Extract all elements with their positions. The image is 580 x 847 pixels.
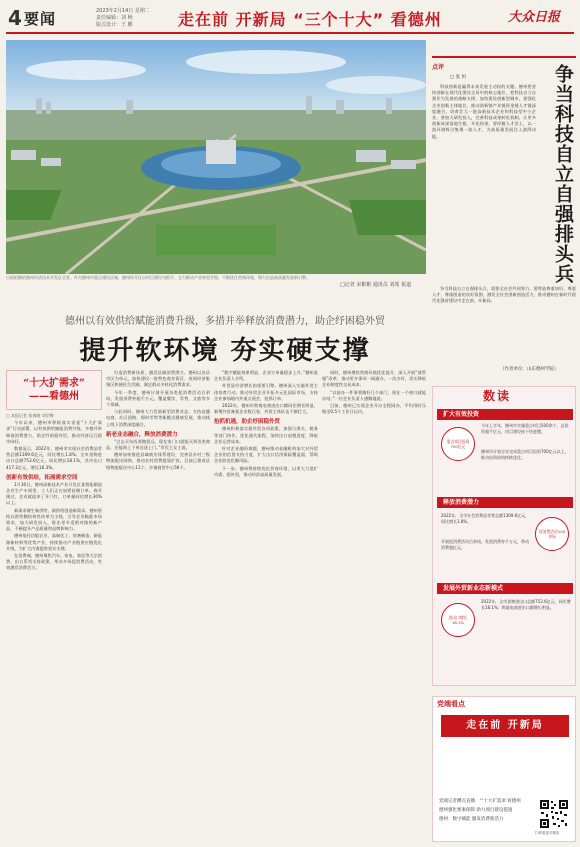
article-column-1: [6, 370, 102, 844]
qr-code-label: 扫码看更多精彩: [535, 831, 560, 835]
app-link-item[interactable]: 德州强化要素保障 助力项目建设提速: [439, 808, 513, 813]
paragraph: 数据显示，2022年，德州市实现社会消费品零售总额1309.6亿元，同比增长1.8%；全市货物进出口总额753.6亿元，同比增长18.1%，其中出口417.2亿元，增长16.3%。: [6, 446, 102, 470]
article-subheadline: 德州以有效供给赋能消费升级，多措并举释放消费潜力，助企纾困稳外贸: [65, 316, 385, 327]
header-divider: [6, 32, 574, 34]
paragraph: 今年以来，德州市积极落实省委“十大扩需求”行动部署，以有效供给赋能消费升级，多措并举释放消费潜力，助企纾困稳外贸，推动经济运行稳中向好。: [6, 420, 102, 444]
article-column-4: [322, 370, 426, 844]
commentary-author: □ 张 恒: [450, 75, 467, 80]
meta-editor: 责任编辑：刘 畅: [96, 15, 133, 21]
app-link-item[interactable]: 党端记者蹲点直播：“‘十大扩需求’看德州: [439, 799, 521, 804]
paragraph: 新需求催生新供给，新供给创造新需求。德州坚持以供给侧结构性改革为主线，引导企业瞄准市场需求，加大研发投入，推出更多适销对路的新产品，不断提升产品质量和品牌影响力。: [6, 507, 102, 532]
data-reading-box: [432, 386, 576, 686]
edition-meta: [96, 8, 176, 29]
data-badge-investment: 扩大有效投资: [437, 409, 573, 420]
page-number: 4: [8, 6, 22, 30]
meta-date: 2023年2月14日 星期二: [96, 8, 150, 14]
meta-designer: 版式设计：王 鹏: [96, 22, 133, 28]
article-byline: □ 本报记者 张春晓 刘学梅: [6, 413, 54, 418]
data-text: 开展促消费活动百余场，发放消费券千万元，带动消费超亿元。: [441, 539, 529, 550]
data-text: 2022年，全市社会消费品零售总额1309.6亿元，同比增长1.8%。: [441, 513, 530, 524]
paragraph: 打造消费新场景，激活县域消费潜力。德州以各县市区为单元，加快建设一批特色商业街区、夜间经济集聚区和便民生活圈，满足群众多样化消费需求。: [106, 370, 210, 388]
article-headline: 提升软环境 夯实硬支撑: [79, 336, 371, 366]
data-text: 今年上半年，德州市实施重点项目500余个，总投资超千亿元，项目建设按下快进键。: [481, 423, 569, 434]
section-heading: 抢抓机遇，助企纾困稳外贸: [214, 419, 281, 426]
data-circle: 重点项目投资700亿元: [441, 427, 475, 461]
kicker-line-1: “十大扩需求”: [23, 378, 85, 389]
paragraph: 今年一季度，德州计划开展各类促消费活动百余场，发放消费券超千万元，覆盖餐饮、零售、文旅等多个领域。: [106, 389, 210, 408]
photo-caption: 日前拍摄的德州经济技术开发区全景。作为德州市重点建设区域，德州经开区以项目建设为抓手，全力推动产业转型升级，不断优化营商环境，聚力打造高质量发展新引擎。: [6, 275, 310, 280]
app-link-list: [439, 797, 529, 824]
commentary-body-continued: [432, 286, 576, 368]
photo-credit: □记者 宋彬彬 通讯员 刘希 报道: [340, 282, 412, 288]
data-badge-consumption: 释放消费潜力: [437, 497, 573, 508]
commentary-title: 争当科技自立自强排头兵: [552, 64, 574, 284]
app-banner[interactable]: 走在前 开新局: [441, 715, 569, 737]
commentary-rule: [432, 56, 576, 58]
article-column-2: [106, 370, 210, 844]
page-header: [0, 0, 580, 36]
column-kicker: [6, 370, 102, 410]
paragraph: 外贸是经济增长的重要引擎。德州深入实施外贸主体培育行动，推动外贸企业开拓多元化国际市场，支持企业参加境内外重点展会，抢抓订单。: [214, 383, 318, 401]
data-text: 2022年，全市货物进出口总额753.6亿元，同比增长18.1%；跨境电商进出口额增长明显。: [481, 599, 571, 610]
app-box-title: 党端看点: [437, 700, 465, 708]
app-link-item[interactable]: 德州：数字赋能 激发消费新活力: [439, 817, 504, 822]
paragraph: 1月30日，德州高新技术产业开发区某智能制造企业生产车间里，工人们正在加紧赶制订单。春节刚过，企业就迎来了开门红，订单量同比增长30%以上。: [6, 481, 102, 506]
data-box-title: 数读: [483, 389, 512, 403]
commentary-tag: 点评: [432, 64, 445, 71]
app-highlights-box: [432, 696, 576, 842]
paragraph: 在消费端，德州聚焦汽车、家电、家居等大宗消费，出台系列支持政策，举办多场促消费活动，有效激发消费活力。: [6, 553, 102, 571]
qr-code-icon[interactable]: [539, 799, 569, 829]
paragraph: “数字赋能效果明显，企业订单量稳步上升。”德州某企业负责人介绍。: [214, 370, 318, 382]
section-heading: 新老业态融合，释放消费潜力: [106, 431, 178, 438]
paragraph: “以前办一件事要跑好几个部门，现在一个窗口就能办结。”一位企业负责人感慨地说。: [322, 389, 426, 401]
data-text: 德州市计划全年完成重点项目投资700亿元以上，推动投资结构持续优化。: [481, 449, 569, 460]
column-slogan: 走在前 开新局 “三个十大” 看德州: [178, 10, 442, 29]
paragraph: 下一步，德州将持续优化营商环境，以更大力度扩内需、稳外贸，推动经济高质量发展。: [214, 465, 318, 477]
paragraph: 德州积极落实稳外贸各项政策，加强与海关、税务等部门协作，优化通关流程，加快出口退税进度，降低企业运营成本。: [214, 426, 318, 444]
article-column-3: [214, 370, 318, 844]
section-name: 要闻: [24, 10, 57, 28]
paragraph: 争当科技自立自强排头兵，需要全社会共同努力。要营造尊重知识、尊重人才、尊重创造的良好氛围，激发全社会创新创造活力，推动德州在新时代现代化强省建设中走在前、开新局。: [432, 286, 576, 304]
section-heading: 创新有效供给，拓展需求空间: [6, 474, 78, 481]
paragraph: 德州依托功能农业、高端化工、装备制造、新能源新材料等优势产业，持续推动产业链供应链优化升级，为扩大内需提供坚实支撑。: [6, 533, 102, 551]
paragraph: 针对企业融资难题，德州推动金融机构加大对外贸企业的信贷支持力度，扩大出口信用保险覆盖面，帮助企业防范化解风险。: [214, 446, 318, 464]
paragraph: 科技创新是赢得未来发展主动权的关键。德州要坚持创新在现代化建设全局中的核心地位，把科技自立自强作为发展的战略支撑，加快建设创新型城市。要强化企业创新主体地位，推动创新链产业链资金链人才链深度融合，培育壮大一批高新技术企业和科技型中小企业。要加大研发投入，完善科技成果转化机制，让更多创新成果落地生根、开花结果。要厚植人才沃土，以一流环境吸引集聚一流人才，为高质量发展注入澎湃动能。: [432, 84, 536, 139]
paragraph: 与此同时，德州大力发展新型消费业态，支持直播电商、社区团购、即时零售等新模式健康发展，推动线上线下消费深度融合。: [106, 409, 210, 427]
data-circle: 进出口增长18.1%: [441, 603, 475, 637]
paragraph: 同时，德州聚焦营商环境优化提升，深入开展“放管服”改革，推动更多事项一网通办、一次办好，切实降低企业制度性交易成本。: [322, 370, 426, 388]
kicker-line-2: ——看德州: [29, 391, 79, 402]
newspaper-logo: 大众日报: [508, 10, 561, 25]
paragraph: 2022年，德州市跨境电商进出口额同比增长明显，新增外贸备案企业数百家，外贸主体队伍不断壮大。: [214, 403, 318, 415]
aerial-photo: [6, 40, 426, 274]
commentary-affiliation: （作者单位：山东德州学院）: [500, 367, 559, 372]
data-circle: 促消费活动100余场: [535, 517, 569, 551]
paragraph: 目前，德州已实现企业开办全程网办，平均用时压缩至0.5个工作日以内。: [322, 403, 426, 415]
paragraph: “过去买东西要跑很远，现在家门口就能买到各类商品，还能网上下单送货上门。”市民王女士说。: [106, 438, 210, 451]
paragraph: 德州加快推进县域商业体系建设，完善县乡村三级物流配送网络，推动农村消费提质扩容。目前已建成县级物流配送中心11个、乡镇商贸中心56个。: [106, 452, 210, 470]
data-badge-trade: 发展外贸新业态新模式: [437, 583, 573, 594]
